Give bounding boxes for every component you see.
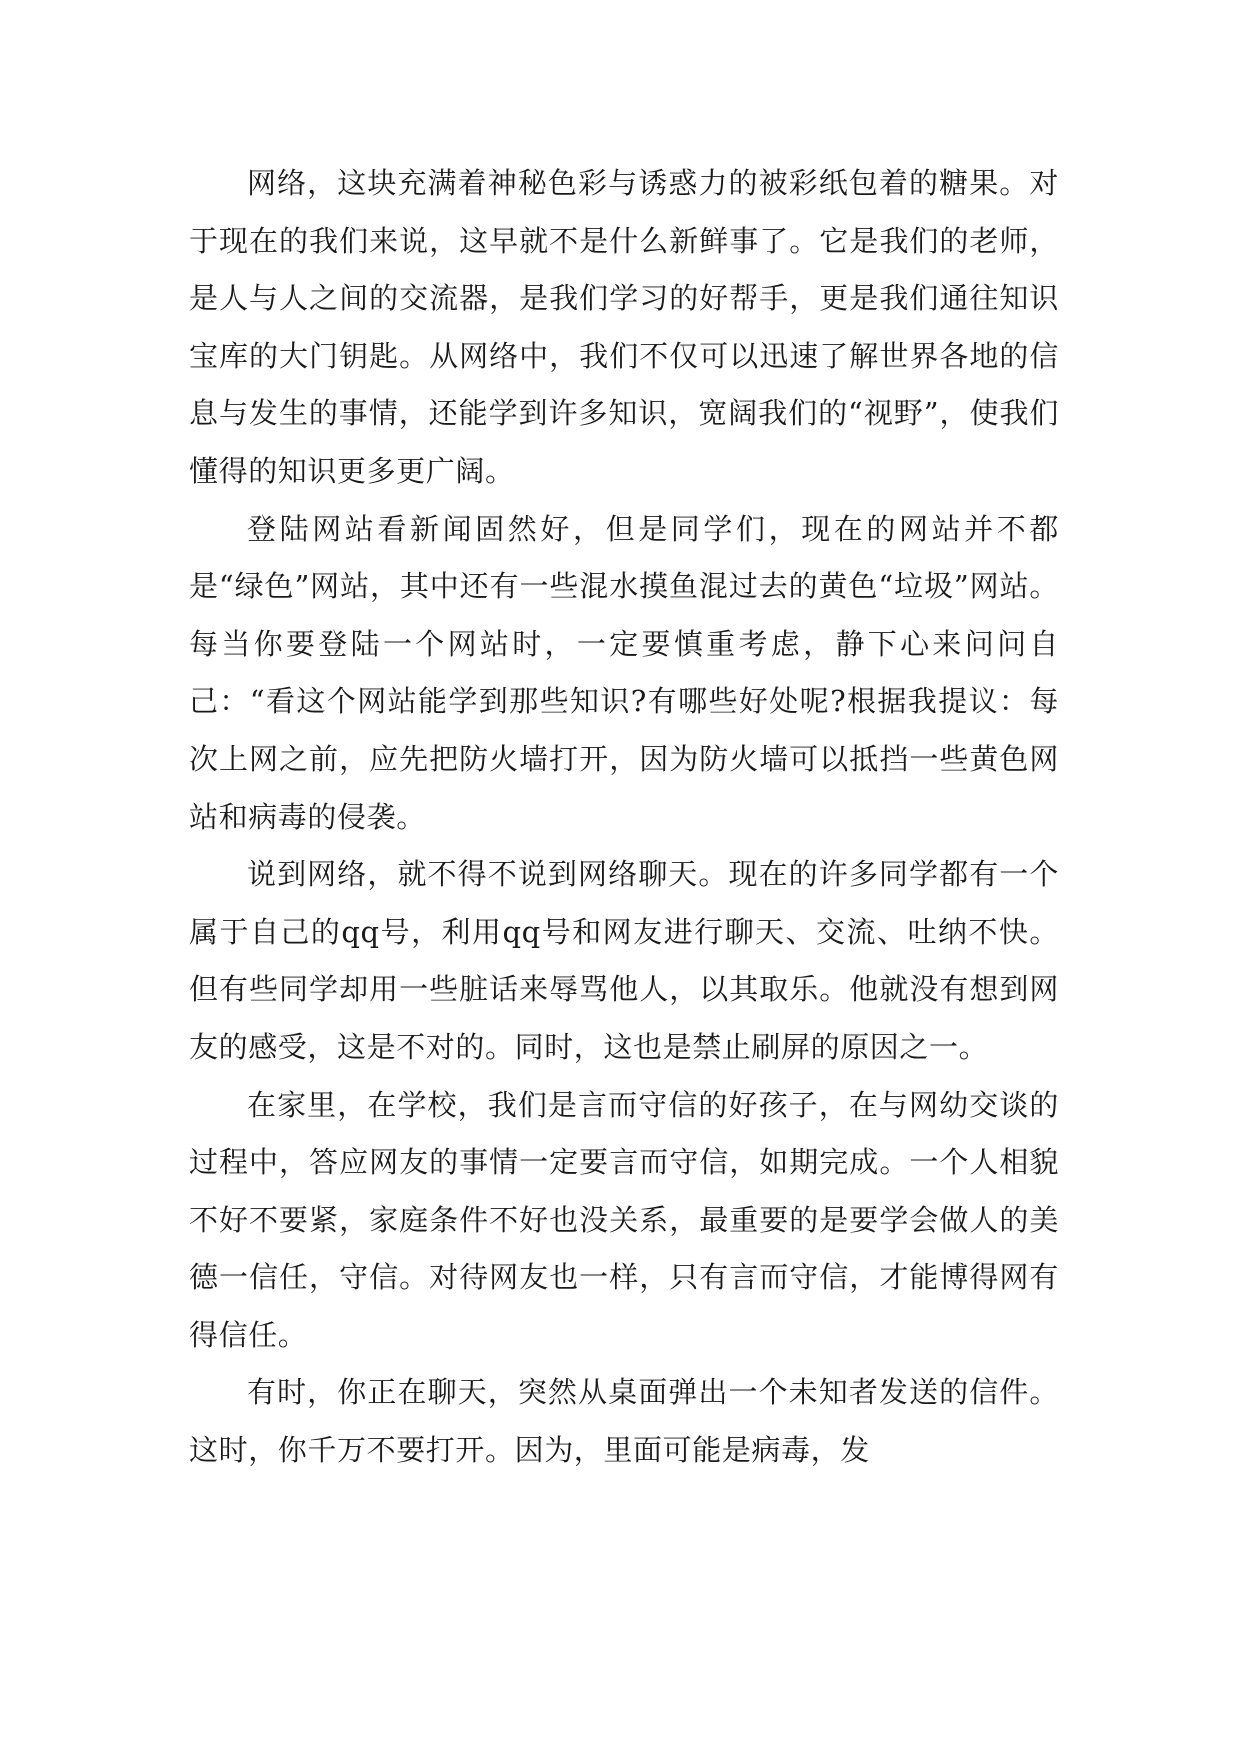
paragraph-5: 有时，你正在聊天，突然从桌面弹出一个未知者发送的信件。这时，你千万不要打开。因为，里面可能是病毒，发 xyxy=(189,1375,1059,1468)
paragraph-3: 说到网络，就不得不说到网络聊天。现在的许多同学都有一个属于自己的qq号，利用qq号和网友进行聊天、交流、吐纳不快。但有些同学却用一些脏话来辱骂他人，以其取乐。他就没有想到网友的感受，这是不对的。同时，这也是禁止刷屏的原因之一。 xyxy=(189,857,1059,1064)
document-body xyxy=(189,155,1059,1480)
paragraph-2: 登陆网站看新闻固然好，但是同学们，现在的网站并不都是“绿色”网站，其中还有一些混水摸鱼混过去的黄色“垃圾”网站。每当你要登陆一个网站时，一定要慎重考虑，静下心来问问自己：“看这个网站能学到那些知识?有哪些好处呢?根据我提议：每次上网之前，应先把防火墙打开，因为防火墙可以抵挡一些黄色网站和病毒的侵袭。 xyxy=(189,511,1059,834)
paragraph-1: 网络，这块充满着神秘色彩与诱惑力的被彩纸包着的糖果。对于现在的我们来说，这早就不是什么新鲜事了。它是我们的老师，是人与人之间的交流器，是我们学习的好帮手，更是我们通往知识宝库的大门钥匙。从网络中，我们不仅可以迅速了解世界各地的信息与发生的事情，还能学到许多知识，宽阔我们的“视野”，使我们懂得的知识更多更广阔。 xyxy=(189,166,1059,488)
paragraph-4: 在家里，在学校，我们是言而守信的好孩子，在与网幼交谈的过程中，答应网友的事情一定要言而守信，如期完成。一个人相貌不好不要紧，家庭条件不好也没关系，最重要的是要学会做人的美德一信任，守信。对待网友也一样，只有言而守信，才能博得网有得信任。 xyxy=(189,1087,1059,1352)
